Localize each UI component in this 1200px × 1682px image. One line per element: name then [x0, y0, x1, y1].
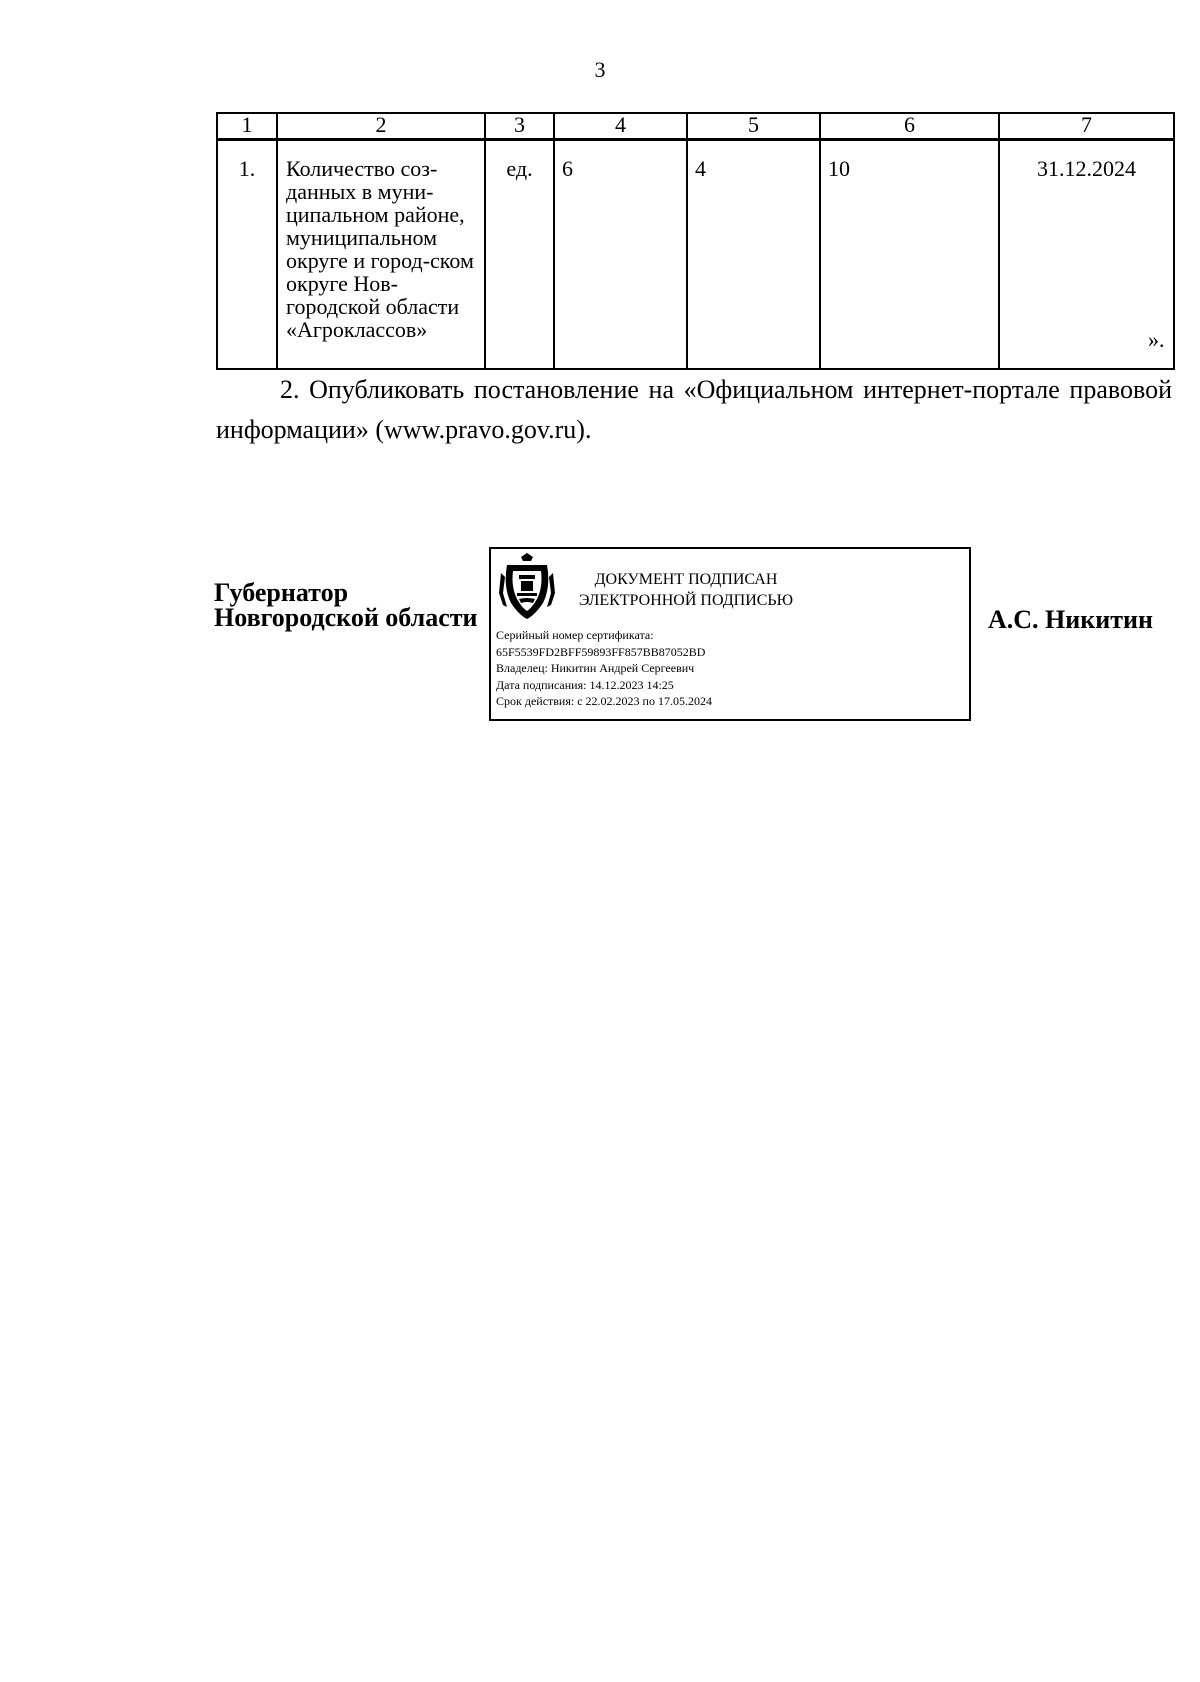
indicator-name-cell: Количество соз-данных в муни-ципальном районе, муниципальном округе и город-ском округе Нов-городской области «Агроклассов» [277, 140, 485, 370]
table-header-cell: 1 [217, 113, 277, 140]
publish-paragraph: 2. Опубликовать постановление на «Официальном интернет-портале правовой информации» (www.pravo.gov.ru). [216, 375, 1172, 444]
signature-role-line-1: Губернатор [214, 578, 349, 607]
table-header-cell: 6 [820, 113, 999, 140]
page-number: 3 [594, 57, 606, 82]
table-header-cell: 5 [687, 113, 820, 140]
stamp-title-line-1: ДОКУМЕНТ ПОДПИСАН [594, 571, 778, 588]
value-cell-5: 4 [687, 140, 820, 370]
serial-number: 65F5539FD2BFF59893FF857BB87052BD [496, 644, 706, 659]
certificate-validity: Срок действия: с 22.02.2023 по 17.05.2024 [496, 694, 712, 708]
indicator-table [216, 112, 1175, 370]
table-header-cell: 7 [999, 113, 1174, 140]
date-cell: 31.12.2024 [999, 140, 1174, 370]
value-cell-4: 6 [554, 140, 687, 370]
certificate-owner: Владелец: Никитин Андрей Сергеевич [496, 661, 695, 675]
stamp-details [496, 627, 712, 710]
electronic-signature-stamp [489, 547, 971, 721]
stamp-title [573, 569, 799, 611]
table-header-row [217, 113, 1174, 140]
table-header-cell: 4 [554, 113, 687, 140]
table-row [217, 140, 1174, 370]
signing-date: Дата подписания: 14.12.2023 14:25 [496, 677, 674, 692]
table-header-cell: 3 [485, 113, 554, 140]
unit-cell: ед. [485, 140, 554, 370]
closing-quote: ». [1148, 327, 1165, 352]
signatory-name: А.С. Никитин [988, 605, 1153, 634]
signature-role-line-2: Новгородской области [214, 603, 478, 632]
value-cell-6: 10 [820, 140, 999, 370]
signature-role [214, 580, 478, 630]
stamp-title-line-2: ЭЛЕКТРОННОЙ ПОДПИСЬЮ [578, 592, 794, 609]
table-header-cell: 2 [277, 113, 485, 140]
serial-label: Серийный номер сертификата: [496, 628, 654, 642]
coat-of-arms-icon [499, 553, 555, 621]
row-number-cell: 1. [217, 140, 277, 370]
